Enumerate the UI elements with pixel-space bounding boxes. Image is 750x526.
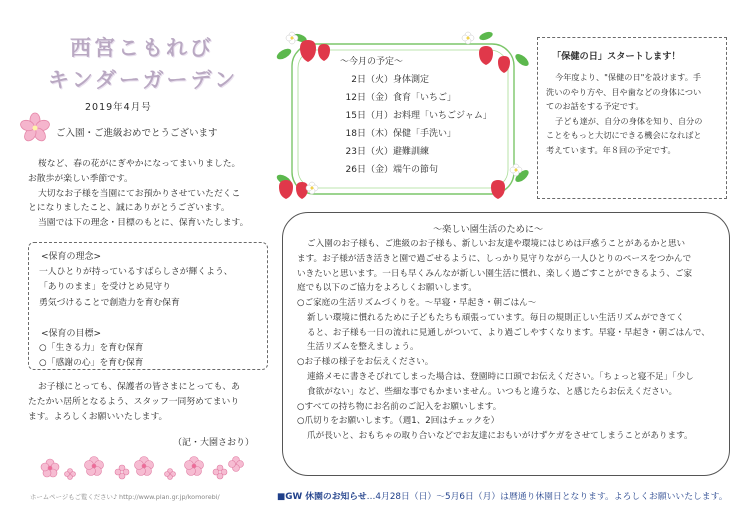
title-line2: キンダーガーデン xyxy=(48,68,239,92)
health-line: てのお話をする予定です。 xyxy=(546,101,644,112)
closing-text xyxy=(28,380,274,424)
issue-date: 2019年4月号 xyxy=(85,102,152,113)
schedule-date: 18日（木） xyxy=(345,129,393,139)
schedule-date: 12日（金） xyxy=(345,93,393,103)
goal-heading: <保育の目標> xyxy=(41,329,102,339)
life-item-line: 生活リズムを整えましょう。 xyxy=(307,342,419,353)
greeting-heading: ご入園・ご進級おめでとうございます xyxy=(56,128,218,139)
life-intro-line: 庭でも以下のご協力をよろしくお願いします。 xyxy=(297,283,477,294)
signature: （記・大園さおり） xyxy=(173,438,255,448)
schedule-item xyxy=(335,94,492,112)
health-heading: 「保健の日」スタートします！ xyxy=(552,51,681,62)
goal-line: ○「感謝の心」を育む保育 xyxy=(39,358,144,369)
life-item-line: ると、お子様も一日の流れに見通しがついて、より過ごしやすくなります。早寝・早起き・朝ごはんで、 xyxy=(307,327,710,338)
life-item-title: ○お子様の様子をお伝えください。 xyxy=(297,357,434,368)
health-line: 洗いのやり方や、目や歯などの身体につい xyxy=(546,86,702,97)
sakura-flower-icon xyxy=(18,112,52,144)
life-item-title: ○ご家庭の生活リズムづくりを。～早寝・早起き・朝ごはん～ xyxy=(297,298,537,309)
schedule-item xyxy=(335,166,492,184)
sakura-garland-icon xyxy=(36,452,246,486)
philosophy-heading: <保育の理念> xyxy=(41,252,102,262)
philosophy-box xyxy=(28,242,268,370)
homepage-link[interactable]: ホームページもご覧ください♪ http://www.plan.gr.jp/komorebi/ xyxy=(30,493,220,501)
life-intro-line: ます。お子様が活き活きと園で過ごせるように、しっかり見守りながら一人ひとりのペースをつかんで xyxy=(297,253,692,264)
schedule-heading: ～今月の予定～ xyxy=(340,57,404,67)
schedule-list xyxy=(335,76,492,184)
schedule-event: 身体測定 xyxy=(393,75,430,85)
schedule-event: 避難訓練 xyxy=(393,147,430,157)
health-line: 今年度より、"保健の日"を設けます。手 xyxy=(555,72,702,82)
gw-notice-text: …4月28日（日）～5月6日（月）は暦通り休園日となります。よろしくお願いいたします。 xyxy=(366,492,728,502)
life-item-line: 新しい環境に慣れるために子どもたちも頑張っています。毎日の規則正しい生活リズムができてく xyxy=(307,312,685,323)
greeting-line: 当園では下の理念・目標のもとに、保育いたします。 xyxy=(38,218,249,229)
schedule-event: 保健「手洗い」 xyxy=(393,129,457,139)
greeting-line: お散歩が楽しい季節です。 xyxy=(28,173,133,184)
schedule-date: 2日（火） xyxy=(351,75,393,85)
life-item-line: 爪が長いと、おもちゃの取り合いなどでお友達におもいがけずケガをさせてしまうことがあります。 xyxy=(307,431,693,442)
schedule-item xyxy=(335,76,492,94)
life-intro-line: いきたいと思います。一日も早くみんなが新しい園生活に慣れ、楽しく過ごすことができるよう、ご家 xyxy=(297,268,693,279)
greeting-line: 桜など、春の花がにぎやかになってまいりました。 xyxy=(38,159,241,169)
greeting-text xyxy=(28,157,278,231)
life-heading: ～楽しい園生活のために～ xyxy=(433,224,544,235)
gw-notice xyxy=(277,489,728,502)
title-line1: 西宮こもれび xyxy=(70,36,214,60)
health-line: 考えています。年８回の予定です。 xyxy=(546,144,676,155)
philosophy-line: 「ありのまま」を受けとめ見守り xyxy=(39,282,171,293)
closing-line: ます。よろしくお願いいたします。 xyxy=(28,411,168,422)
health-line: ことをもっと大切にできる機会になればと xyxy=(546,130,702,141)
school-life-box xyxy=(282,212,730,476)
life-item-line: 食欲がない」など、些細な事でもかまいません。いつもと違うな、と感じたらお伝えください。 xyxy=(307,386,678,397)
life-intro-line: ご入園のお子様も、ご進級のお子様も、新しいお友達や環境にはじめは戸惑うことがあるかと思い xyxy=(307,239,686,249)
life-item-title: ○爪切りをお願いします。（週1、2回はチェックを） xyxy=(297,416,500,427)
schedule-event: 食育「いちご」 xyxy=(393,93,457,103)
schedule-date: 23日（火） xyxy=(345,147,393,157)
health-line: 子ども達が、自分の身体を知り、自分の xyxy=(555,115,703,126)
schedule-item xyxy=(335,112,492,130)
philosophy-line: 一人ひとりが持っているすばらしさが輝くよう、 xyxy=(39,267,233,277)
greeting-line: とになりましたこと、誠にありがとうございます。 xyxy=(28,203,230,214)
goal-line: ○「生きる力」を育む保育 xyxy=(39,343,144,353)
schedule-event: 端午の節句 xyxy=(393,165,439,175)
schedule-item xyxy=(335,148,492,166)
greeting-line: 大切なお子様を当園にてお預かりさせていただくこ xyxy=(38,188,241,199)
closing-line: たたかい居所となるよう、スタッフ一同努めてまいり xyxy=(28,396,240,407)
gw-notice-label: ■GW 休園のお知らせ xyxy=(277,492,367,502)
closing-line: お子様にとっても、保護者の皆さまにとっても、あ xyxy=(38,382,240,392)
health-day-box xyxy=(537,37,727,199)
schedule-date: 26日（金） xyxy=(345,165,393,175)
life-item-line: 連絡メモに書きそびれてしまった場合は、登園時に口頭でお伝えください。「ちょっと寝不足」「少し xyxy=(307,372,694,383)
philosophy-line: 勇気づけることで創造力を育む保育 xyxy=(39,297,180,308)
schedule-event: お料理「いちごジャム」 xyxy=(393,111,492,121)
schedule-item xyxy=(335,130,492,148)
schedule-date: 15日（月） xyxy=(345,111,393,121)
life-item-title: ○すべての持ち物にお名前のご記入をお願いします。 xyxy=(297,401,502,412)
